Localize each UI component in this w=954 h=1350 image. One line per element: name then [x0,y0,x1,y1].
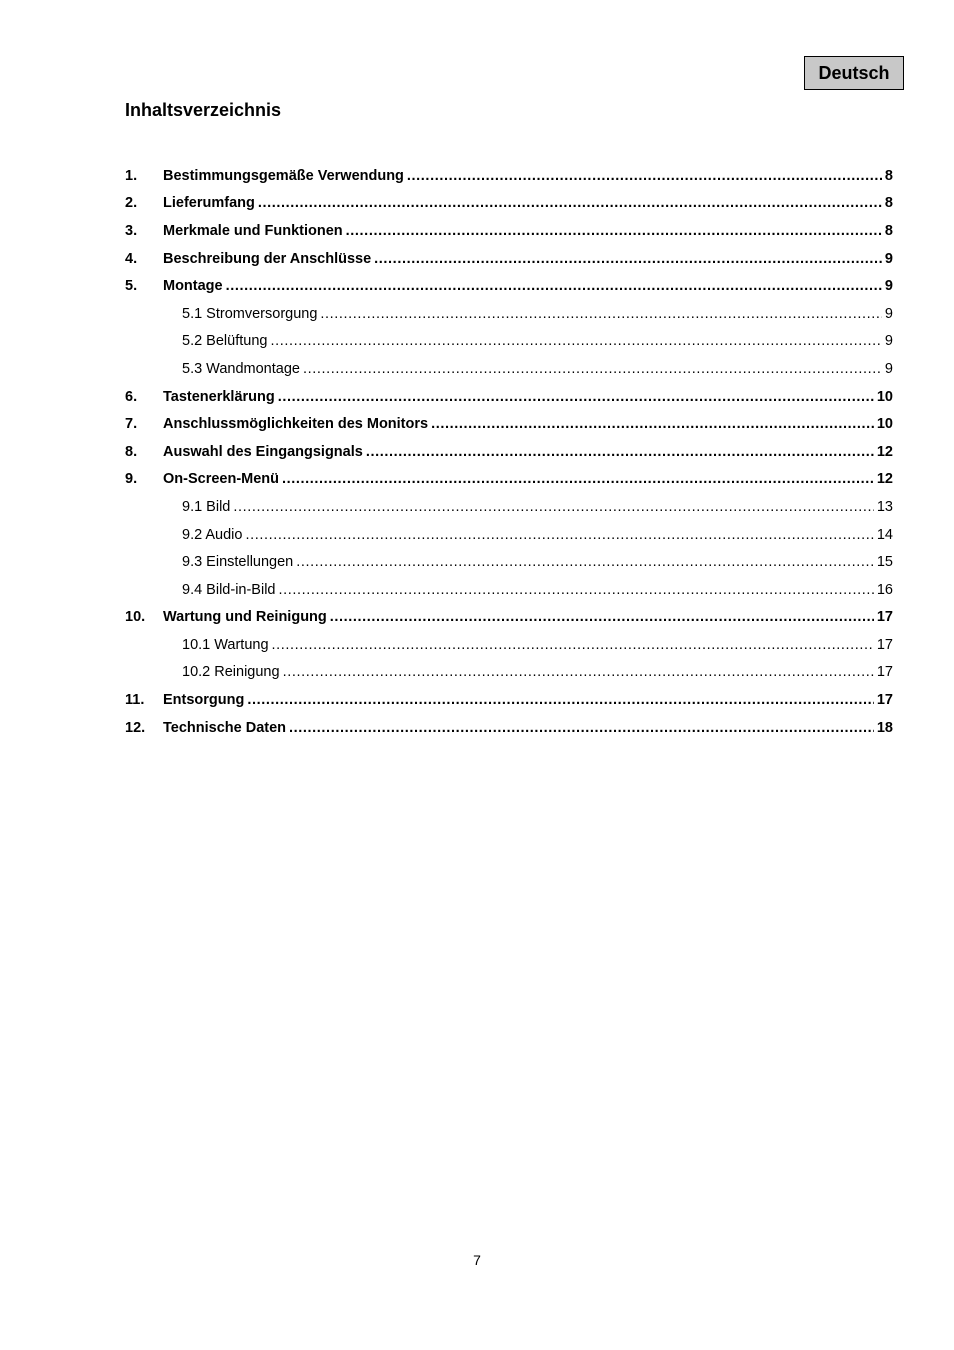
page-title: Inhaltsverzeichnis [125,100,282,120]
toc-entry-page: 9 [884,250,893,267]
toc-dot-leader [283,663,874,681]
toc-dot-leader [320,305,882,323]
toc-entry-title: 9.1 Bild [182,498,231,515]
toc-entry[interactable] [125,190,893,218]
toc-entry-title: Montage [163,278,223,295]
toc-entry-page: 8 [884,195,893,212]
toc-entry[interactable] [125,162,893,190]
toc-entry-title: Anschlussmöglichkeiten des Monitors [163,416,429,433]
toc-dot-leader [245,526,873,544]
toc-entry[interactable] [125,217,893,245]
toc-entry-page: 17 [876,692,893,709]
toc-entry-title: 5.2 Belüftung [182,333,268,350]
toc-entry-title: Merkmale und Funktionen [163,222,343,239]
toc-dot-leader [282,470,874,488]
toc-entry-title: Tastenerklärung [163,388,275,405]
toc-subentry[interactable] [125,521,893,549]
toc-entry-title: Lieferumfang [163,195,255,212]
toc-dot-leader [374,250,882,268]
toc-entry-page: 10 [876,388,893,405]
toc-entry-number: 12. [125,719,146,736]
toc-dot-leader [289,719,874,737]
toc-entry[interactable] [125,686,893,714]
toc-entry[interactable] [125,714,893,742]
toc-entry-title: Beschreibung der Anschlüsse [163,250,372,267]
toc-entry-title: 10.1 Wartung [182,636,269,653]
toc-entry-page: 9 [884,333,893,350]
toc-entry-title: Bestimmungsgemäße Verwendung [163,167,404,184]
toc-subentry[interactable] [125,300,893,328]
toc-subentry[interactable] [125,631,893,659]
toc-entry-page: 9 [884,278,893,295]
toc-entry-page: 9 [884,305,893,322]
toc-entry-title: Entsorgung [163,692,245,709]
toc-dot-leader [247,691,874,709]
toc-dot-leader [279,581,874,599]
toc-entry-page: 9 [884,360,893,377]
toc-subentry[interactable] [125,548,893,576]
toc-entry-number: 2. [125,195,138,212]
toc-dot-leader [366,443,874,461]
toc-entry-number: 1. [125,167,138,184]
toc-dot-leader [296,553,874,571]
toc-entry-title: 9.2 Audio [182,526,243,543]
toc-entry-number: 9. [125,471,138,488]
toc-entry[interactable] [125,383,893,411]
toc-dot-leader [407,167,882,185]
page-number: 7 [473,1252,481,1268]
toc-entry-number: 4. [125,250,138,267]
toc-entry-title: 9.4 Bild-in-Bild [182,581,276,598]
toc-entry-number: 6. [125,388,138,405]
toc-entry[interactable] [125,604,893,632]
toc-entry-title: 5.1 Stromversorgung [182,305,318,322]
toc-subentry[interactable] [125,659,893,687]
toc-entry[interactable] [125,466,893,494]
toc-entry-title: Technische Daten [163,719,287,736]
toc-dot-leader [233,498,873,516]
toc-entry-page: 16 [876,581,893,598]
toc-subentry[interactable] [125,493,893,521]
toc-dot-leader [258,194,882,212]
toc-entry-page: 18 [876,719,893,736]
toc-entry-title: Auswahl des Eingangsignals [163,443,363,460]
toc-entry[interactable] [125,245,893,273]
toc-entry-page: 12 [876,471,893,488]
toc-subentry[interactable] [125,576,893,604]
toc-dot-leader [330,608,874,626]
toc-entry-page: 14 [876,526,893,543]
toc-subentry[interactable] [125,355,893,383]
toc-entry-page: 8 [884,167,893,184]
toc-entry-page: 8 [884,222,893,239]
toc-subentry[interactable] [125,328,893,356]
toc-entry[interactable] [125,272,893,300]
toc-entry-number: 8. [125,443,138,460]
toc-entry-page: 17 [876,636,893,653]
toc-entry-title: 10.2 Reinigung [182,664,280,681]
toc-entry-number: 7. [125,416,138,433]
toc-dot-leader [270,332,881,350]
toc-entry-title: 5.3 Wandmontage [182,360,300,377]
toc-dot-leader [431,415,874,433]
toc-entry-page: 17 [876,664,893,681]
toc-dot-leader [226,277,882,295]
toc-entry-page: 10 [876,416,893,433]
language-badge: Deutsch [804,56,904,90]
toc-entry-number: 3. [125,222,138,239]
toc-entry-title: On-Screen-Menü [163,471,280,488]
toc-dot-leader [272,636,874,654]
table-of-contents [125,162,893,741]
toc-entry-page: 13 [876,498,893,515]
toc-entry-page: 12 [876,443,893,460]
toc-entry-number: 5. [125,278,138,295]
toc-entry-number: 10. [125,609,146,626]
toc-dot-leader [278,388,874,406]
toc-dot-leader [303,360,882,378]
toc-entry-title: 9.3 Einstellungen [182,554,294,571]
toc-entry-page: 17 [876,609,893,626]
toc-entry[interactable] [125,438,893,466]
toc-dot-leader [346,222,882,240]
toc-entry[interactable] [125,410,893,438]
toc-entry-number: 11. [125,692,145,709]
toc-entry-title: Wartung und Reinigung [163,609,327,626]
toc-entry-page: 15 [876,554,893,571]
